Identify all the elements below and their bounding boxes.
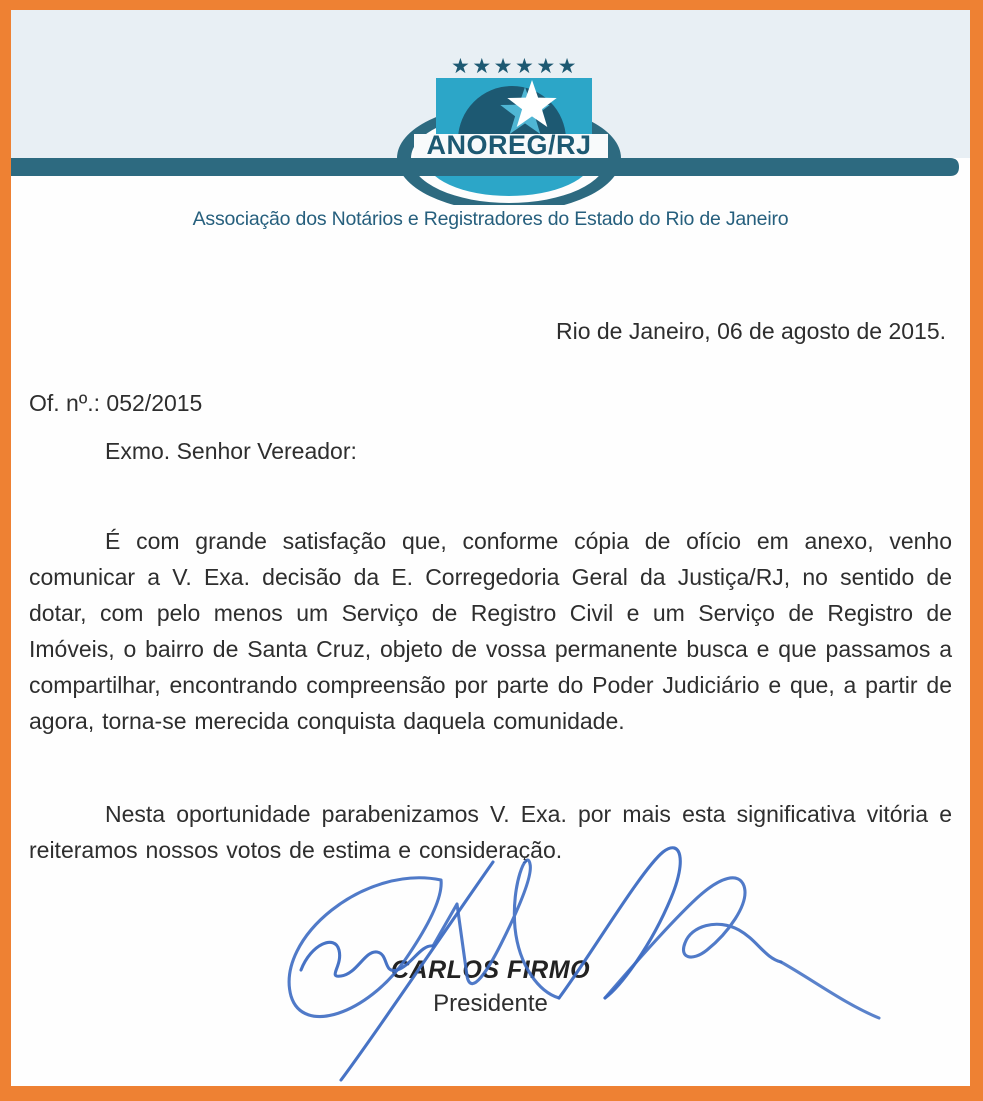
logo-stars: ★★★★★★ [451, 54, 579, 78]
signer-name: CARLOS FIRMO [390, 956, 591, 984]
org-name-subtitle: Associação dos Notários e Registradores do Estado do Rio de Janeiro [192, 208, 789, 230]
letter-body [11, 318, 970, 1018]
body-paragraph-2: Nesta oportunidade parabenizamos V. Exa. por mais esta significativa vitória e reiteramos nossos votos de estima e consideração. [29, 801, 952, 863]
letter-paper [11, 10, 970, 1086]
date-line: Rio de Janeiro, 06 de agosto de 2015. [555, 318, 946, 344]
body-paragraph-1: É com grande satisfação que, conforme cópia de ofício em anexo, venho comunicar a V. Exa. decisão da E. Corregedoria Geral da Justiça/RJ, no sentido de dotar, com pelo menos um Serviço de Registro Civil e um Serviço de Registro de Imóveis, o bairro de Santa Cruz, objeto de vossa permanente busca e que passamos a compartilhar, encontrando compreensão por parte do Poder Judiciário e que, a partir de agora, torna-se merecida conquista daquela comunidade. [29, 528, 952, 734]
reference-number: Of. nº.: 052/2015 [29, 390, 203, 416]
signer-title: Presidente [433, 990, 548, 1017]
logo-acronym: ANOREG/RJ [426, 130, 592, 160]
header-band [11, 158, 959, 176]
letterhead-graphic [11, 10, 970, 205]
salutation: Exmo. Senhor Vereador: [105, 438, 357, 464]
